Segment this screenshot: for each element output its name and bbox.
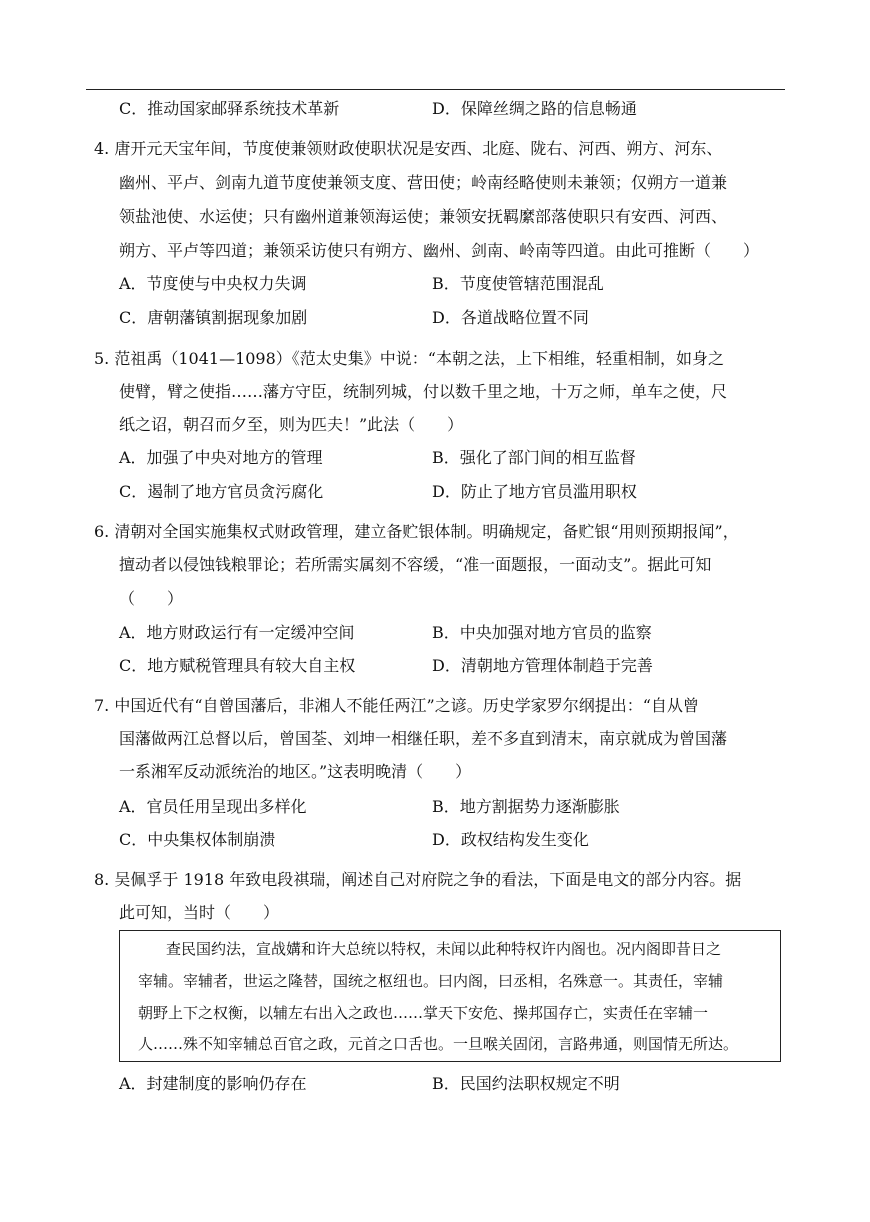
q6-option-a: A．地方财政运行有一定缓冲空间 [119,623,355,642]
q6-option-b: B．中央加强对地方官员的监察 [432,623,652,642]
q4-stem-line-4: 朔方、平卢等四道；兼领采访使只有朔方、幽州、剑南、岭南等四道。由此可推断（ ） [119,241,760,260]
q5-option-a: A．加强了中央对地方的管理 [119,448,323,467]
q5-stem-line-1: 5. 范祖禹（1041—1098）《范太史集》中说：“本朝之法，上下相维，轻重相制，如身之 [94,349,724,368]
header-rule [86,89,785,90]
q4-option-a: A．节度使与中央权力失调 [119,274,307,293]
q8-quote-line-2: 宰辅。宰辅者，世运之隆替，国统之枢纽也。曰内阁，曰丞相，名殊意一。其责任，宰辅 [138,972,724,990]
q7-stem-line-3: 一系湘军反动派统治的地区。”这表明晚清（ ） [119,762,472,781]
q5-option-c: C．遏制了地方官员贪污腐化 [119,482,324,501]
q4-stem-line-3: 领盐池使、水运使；只有幽州道兼领海运使；兼领安抚羁縻部落使职只有安西、河西、 [119,207,728,226]
q4-option-d: D．各道战略位置不同 [432,308,589,327]
q7-option-a: A．官员任用呈现出多样化 [119,797,307,816]
q6-stem-line-2: 擅动者以侵蚀钱粮罪论；若所需实属刻不容缓，“准一面题报，一面动支”。据此可知 [119,555,712,574]
q8-quote-line-1: 查民国约法，宣战媾和许大总统以特权，未闻以此种特权许内阁也。况内阁即昔日之 [166,940,722,958]
q8-option-b: B．民国约法职权规定不明 [432,1074,620,1093]
q6-option-d: D．清朝地方管理体制趋于完善 [432,656,653,675]
q4-option-c: C．唐朝藩镇割据现象加剧 [119,308,308,327]
q7-stem-line-1: 7. 中国近代有“自曾国藩后，非湘人不能任两江”之谚。历史学家罗尔纲提出：“自从曾 [94,696,699,715]
q6-option-c: C．地方赋税管理具有较大自主权 [119,656,356,675]
q8-quote-line-4: 人……殊不知宰辅总百官之政，元首之口舌也。一旦喉关固闭，言路弗通，则国情无所达。 [138,1035,739,1053]
q7-stem-line-2: 国藩做两江总督以后，曾国荃、刘坤一相继任职，差不多直到清末，南京就成为曾国藩 [119,729,728,748]
q7-option-b: B．地方割据势力逐渐膨胀 [432,797,620,816]
q4-stem-line-1: 4. 唐开元天宝年间，节度使兼领财政使职状况是安西、北庭、陇右、河西、朔方、河东、 [94,139,723,158]
q4-option-b: B．节度使管辖范围混乱 [432,274,604,293]
q5-option-d: D．防止了地方官员滥用职权 [432,482,637,501]
q5-stem-line-3: 纸之诏，朝召而夕至，则为匹夫！”此法（ ） [119,415,464,434]
q5-stem-line-2: 使臂，臂之使指……藩方守臣，统制列城，付以数千里之地，十万之师，单车之使，尺 [119,382,728,401]
q6-stem-line-1: 6. 清朝对全国实施集权式财政管理，建立备贮银体制。明确规定，备贮银“用则预期报闻”， [94,522,739,541]
q3-option-c: C．推动国家邮驿系统技术革新 [119,99,340,118]
q8-quote-box [119,930,781,1062]
q5-option-b: B．强化了部门间的相互监督 [432,448,636,467]
q4-stem-line-2: 幽州、平卢、剑南九道节度使兼领支度、营田使；岭南经略使则未兼领；仅朔方一道兼 [119,173,728,192]
q8-option-a: A．封建制度的影响仍存在 [119,1074,307,1093]
q8-stem-line-1: 8. 吴佩孚于 1918 年致电段祺瑞，阐述自己对府院之争的看法，下面是电文的部分内容。据 [94,870,742,889]
q7-option-d: D．政权结构发生变化 [432,830,589,849]
q8-stem-line-2: 此可知，当时（ ） [119,903,280,922]
q7-option-c: C．中央集权体制崩溃 [119,830,276,849]
q8-quote-line-3: 朝野上下之权衡，以辅左右出入之政也……掌天下安危、操邦国存亡，实责任在宰辅一 [138,1004,709,1022]
q3-option-d: D．保障丝绸之路的信息畅通 [432,99,637,118]
q6-stem-line-3: （ ） [119,589,184,608]
